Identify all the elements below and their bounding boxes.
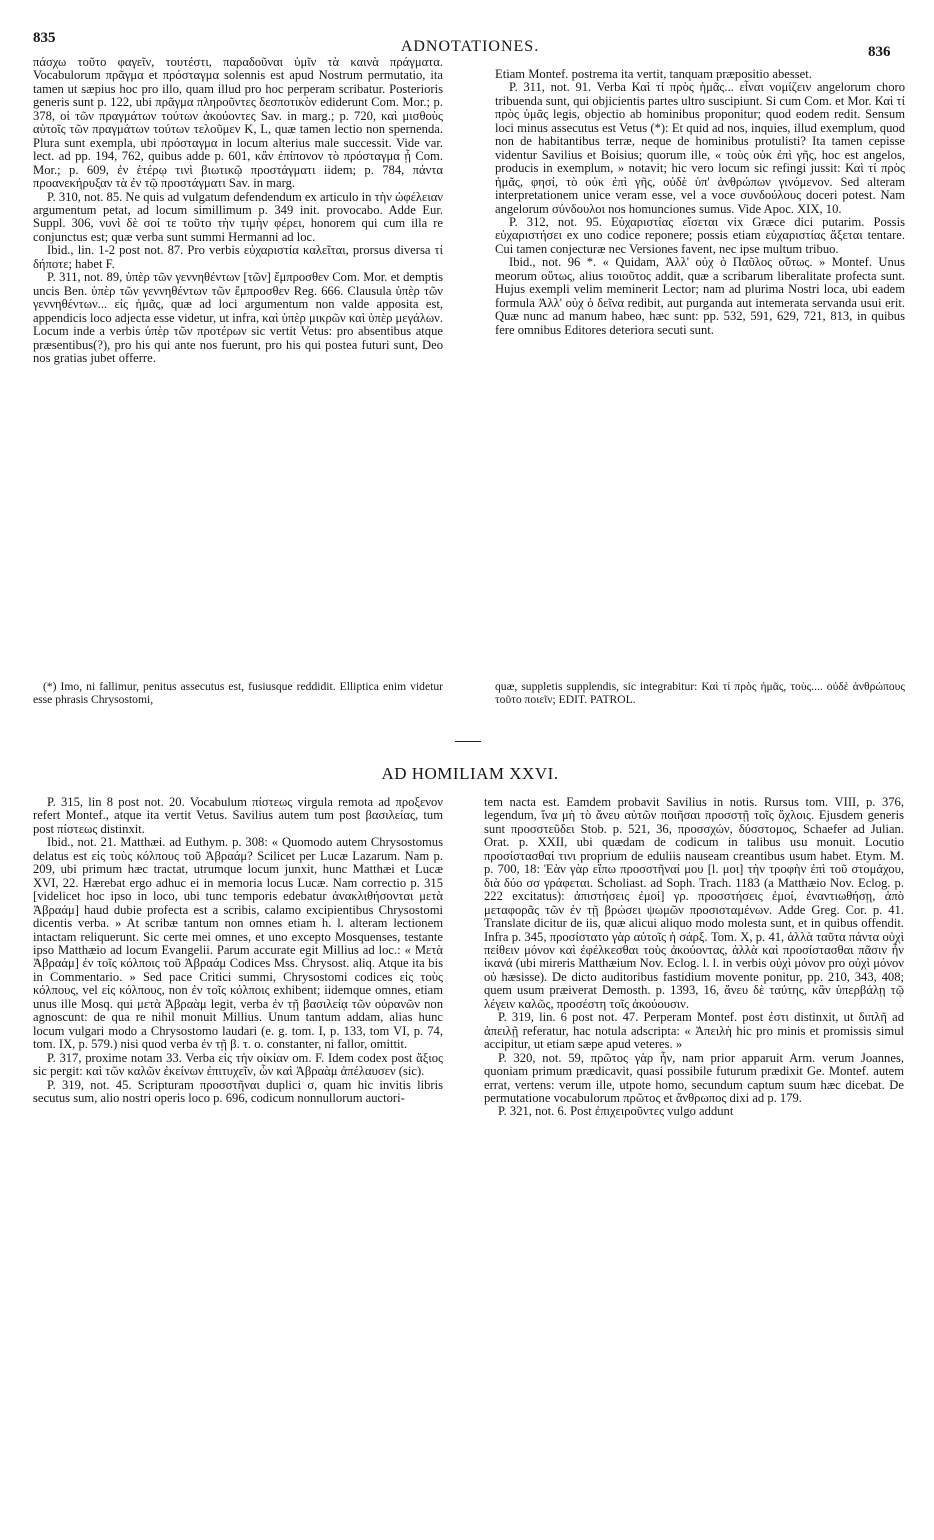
note-paragraph: P. 315, lin 8 post not. 20. Vocabulum πίστεως virgula remota ad προξενον refert Montef., atque ita vertit Vetus. Savilius autem tum post βασιλείας, tum post πίστεως distinxit. [33,795,443,836]
notes-column-top-right [495,68,905,337]
section-divider [455,741,481,742]
note-paragraph: P. 319, not. 45. Scripturam προσστῆναι duplici σ, quam hic invitis libris secutus sum, alio nostri operis loco p. 696, codicum nonnullorum auctori- [33,1077,443,1105]
page-number-left: 835 [33,30,56,46]
note-paragraph: tem nacta est. Eamdem probavit Savilius in notis. Rursus tom. VIII, p. 376, legendum, ἵνα μὴ τὸ ἄνευ αὐτῶν ποιῆσαι προσστῇ τοῖς ὄχλοις. Ejusdem generis sunt προσστεῦδει Stob. p. 521, 36, προσσχών, δύσστομος, Schaefer ad Julian. Orat. p. XXII, ubi quædam de codicum in talibus usu monuit. Locutio προσίστασθαί τινι proprium de eduliis nauseam creantibus usum habet. Etym. M. p. 700, 18: Ἐὰν γὰρ εἴπω προσστῆναί μου [l. μοι] τὴν τροφὴν ἐπὶ τοῦ στομάχου, διὰ δύο σσ γράφεται. Scholiast. ad Soph. Trach. 1183 (a Matthæio Nov. Eclog. p. 222 excitatus): ἀπιστήσεις ἐμοί] γρ. προσστήσεις ἐμοί, ἐναντιωθήσῃ, ἀπὸ μεταφορᾶς τῶν ἐν τῇ βρώσει ψωμῶν προσισταμένων. Adde Greg. Cor. p. 41. Translate dicitur de iis, quæ alicui aliquo modo molesta sunt, et in quibus offendit. Infra p. 345, προσίστατο γὰρ αὐτοῖς ἡ σάρξ. Tom. X, p. 41, ἀλλὰ ταῦτα πάντα οὐχὶ πείθειν μόνον καὶ ἐφέλκεσθαι τοὺς ἀκούοντας, ἀλλὰ καὶ προσίστασθαι πᾶσιν ἦν ἱκανά (ubi mireris Matthæium Nov. Eclog. l. l. in verbis οὐχὶ μόνον pro οὐχὶ μόνον οὐ hæsisse). De dicto auditoribus fastidium movente ponitur, pp. 210, 343, 408; quem usum præiverat Demosth. p. 1393, 16, ἄνευ δὲ ταύτης, κἂν ὑπερβάλῃ τῷ λέγειν καλῶς, προσέστη τοῖς ἀκούουσιν. [484,795,904,1011]
footnote-text: quæ, suppletis supplendis, sic integrabitur: Καὶ τί πρὸς ἡμᾶς, τοὺς.... οὐδὲ ἀνθρώπους τοῦτο ποιεῖν; EDIT. PATROL. [495,680,905,706]
note-paragraph: Ibid., lin. 1-2 post not. 87. Pro verbis εὐχαριστία καλεῖται, prorsus diversa τί δήποτε; habet F. [33,243,443,271]
note-paragraph: P. 312, not. 95. Εὐχαριστίας εἴσεται vix Græce dici putarim. Possis εὐχαριστήσει ex uno codice reponere; possis etiam εὐχαριστίας ἄξεται tentare. Cui tamen conjecturæ nec Versiones favent, nec ipse multum tribuo. [495,214,905,256]
footnote-left [33,681,443,706]
note-paragraph: πάσχω τοῦτο φαγεῖν, τουτέστι, παραδοῦναι ὑμῖν τὰ καινὰ πράγματα. Vocabulorum πρᾶγμα et πρόσταγμα solennis est apud Nostrum permutatio, ita tamen ut sæpius hoc pro illo, quam illud pro hoc perperam scribatur. Posterioris generis sunt p. 122, ubi πρᾶγμα πληροῦντες δεσποτικὸν ediderunt Com. Mor.; p. 378, οἱ τῶν πραγμάτων τούτων ἀκούοντες Sav. in marg.; p. 720, καὶ μισθοὺς αὐτοῖς τῶν πραγμάτων τούτων τελοῦμεν K, L, quæ tamen lectio non spernenda. Plura sunt exempla, ubi πρόσταγμα in locum alterius male successit. Vide var. lect. ad pp. 194, 762, quibus adde p. 601, κἂν ἐπίπονον τὸ πρόσταγμα ᾖ Com. Mor.; p. 609, ἐν ἑτέρῳ τινὶ βιωτικῷ προστάγματι iidem; p. 784, πάντα προανεκήρυξαν τὰ ἐν τῷ προστάγματι Sav. in marg. [33,55,443,191]
note-paragraph: P. 320, not. 59, πρῶτος γὰρ ἦν, nam prior apparuit Arm. verum Joannes, quoniam primum prædicavit, quasi possibile futurum prædixit Ge. Montef. autem errat, vertens: verum ille, utpote homo, secundum captum suum hæc dicebat. De permutatione vocabulorum πρῶτος et ἄνθρωπος dixi ad p. 179. [484,1050,904,1105]
note-paragraph: P. 317, proxime notam 33. Verba εἰς τὴν οἰκίαν om. F. Idem codex post ἄξιος sic pergit: καὶ τῶν καλῶν ἐκείνων ἐπιτυχεῖν, ὧν καὶ Ἀβραὰμ ἀπέλαυσεν (sic). [33,1050,443,1079]
note-paragraph: P. 310, not. 85. Ne quis ad vulgatum defendendum ex articulo in τὴν ὠφέλειαν argumentum petat, ad locum simillimum p. 349 init. provocabo. Adde Eur. Suppl. 306, νυνὶ δὲ σοί τε τοῦτο τὴν τιμὴν φέρει, honorem qui cum illa re conjunctus est; quæ verba sunt summi Hermanni ad loc. [33,189,443,244]
footnote-right [495,681,905,706]
notes-column-bottom-left [33,796,443,1105]
note-paragraph: P. 311, not. 91. Verba Καὶ τί πρὸς ἡμᾶς... εἶναι νομίζειν angelorum choro tribuenda sunt, qui objicientis partes ultro suscipiunt. Si cum Com. et Mor. Καὶ τί πρὸς ὑμᾶς legis, objectio ab hominibus proponitur; quod eodem redit. Sensum loci minus assecutus est Vetus (*): Et quid ad nos, inquies, illud exemplum, quod non de habitantibus terræ, neque de hominibus protulisti? Ita tamen cepisse videntur Savilius et Boisius; quorum ille, « τοὺς οὐκ ἐπὶ γῆς, hoc est angelos, producis in exemplum, » notavit; hic vero locum sic refingi jussit: Καὶ τί πρὸς ἡμᾶς, φησί, τὸ οὐκ ἐπὶ γῆς, οὐδὲ ὑπ' ἀνθρώπων γινόμενον. Sed alteram interpretationem unice veram esse, vel a voce συνδούλους doceri potest. Nam angelorum σύνδουλοι nos homunciones sumus. Vide Apoc. XIX, 10. [495,80,906,216]
homily-heading: AD HOMILIAM XXVI. [381,764,559,783]
note-paragraph: Ibid., not. 96 *. « Quidam, Ἀλλ' οὐχ ὁ Παῦλος οὕτως. » Montef. Unus meorum οὕτως, alius τοιοῦτος addit, quæ a scribarum liberalitate profecta sunt. Hujus exempli velim meminerit Lector; nam ad plurima Nostri loca, ubi eadem formula Ἀλλ' οὐχ ὁ δεῖνα redibit, aut purganda aut intemerata servanda usui erit. Quæ nunc ad manum habeo, hæc sunt: pp. 532, 591, 629, 721, 813, in quibus fere omnibus Editores deteriora secuti sunt. [495,255,905,337]
note-paragraph: P. 321, not. 6. Post ἐπιχειροῦντες vulgo addunt [498,1104,734,1119]
notes-column-top-left [33,56,443,365]
note-paragraph: P. 319, lin. 6 post not. 47. Perperam Montef. post ἐστι distinxit, ut διπλῆ ad ἀπειλῇ referatur, hac notula adscripta: « Ἀπειλὴ hic pro minis et promissis simul accipitur, ut etiam sæpe apud veteres. » [484,1010,904,1052]
page-number-right: 836 [868,44,891,60]
note-paragraph: Etiam Montef. postrema ita vertit, tanquam præpositio abesset. [495,67,812,81]
notes-column-bottom-right [484,796,904,1119]
note-paragraph: Ibid., not. 21. Matthæi. ad Euthym. p. 308: « Quomodo autem Chrysostomus delatus est εἰς τοὺς κόλπους τοῦ Ἀβραάμ? Scilicet per Lucæ Lazarum. Nam p. 209, ubi primum hæc tractat, utrumque locum junxit, hunc Matthæi et Lucæ XVI, 22. Hærebat ergo adhuc ei in memoria locus Lucæ. Nam correctio p. 315 [videlicet hoc ipso in loco, ubi tunc temporis edebatur ἀνακλιθήσονται μετὰ Ἀβραάμ] haud dubie profecta est a scribis, calamo excipientibus Chrysostomi dicentis verba. » At scribæ tantum non omnes etiam h. l. alteram lectionem intactam reliquerunt. Sic certe mei omnes, et uno excepto Mosquenses, testante ipso Matthæio ad locum Evangelii. Parum accurate egit Millius ad loc.: « Μετὰ Ἀβραάμ] ἐν τοῖς κόλποις τοῦ Ἀβραάμ Codices Mss. Chrysost. aliq. Atque ita bis in Commentario. » Sed pace Critici summi, Chrysostomi codices εἰς τοὺς κόλπους, vel εἰς κόλπους, non ἐν τοῖς κόλποις exhibent; iidemque omnes, etiam unus ille Mosq. qui μετὰ Ἀβραὰμ legit, verba ἐν τῇ βασιλείᾳ τῶν οὐρανῶν non agnoscunt: de qua re nihil monuit Millius. Unum tantum addam, alias hunc locum vulgari modo a Chrysostomo laudari (e. g. tom. I, p. 133, tom VI, p. 74, tom. IX, p. 579.) nisi quod verba ἐν τῇ β. τ. o. constanter, ni fallor, omittit. [33,835,443,1052]
running-title: ADNOTATIONES. [400,38,540,55]
note-paragraph: P. 311, not. 89, ὑπὲρ τῶν γεννηθέντων [τῶν] ἔμπροσθεν Com. Mor. et demptis uncis Ben. ὑπὲρ τῶν γεννηθέντων τῶν ἔμπροσθεν Reg. 666. Clausula ὑπὲρ τῶν γεννηθέντων... εἰς ἡμᾶς, quæ ad loci argumentum non valde apposita est, appendicis loco adjecta esse videtur, ut infra, καὶ ὑπὲρ μικρῶν καὶ ὑπὲρ μεγάλων. Locum inde a verbis ὑπὲρ τῶν προτέρων sic vertit Vetus: pro absentibus atque præsentibus(?), pro his qui ante nos fuerunt, pro his qui postea futuri sunt, Deo nos gratias jubet offerre. [33,270,443,365]
footnote-text: (*) Imo, ni fallimur, penitus assecutus est, fusiusque reddidit. Elliptica enim videtur esse phrasis Chrysostomi, [33,680,443,706]
